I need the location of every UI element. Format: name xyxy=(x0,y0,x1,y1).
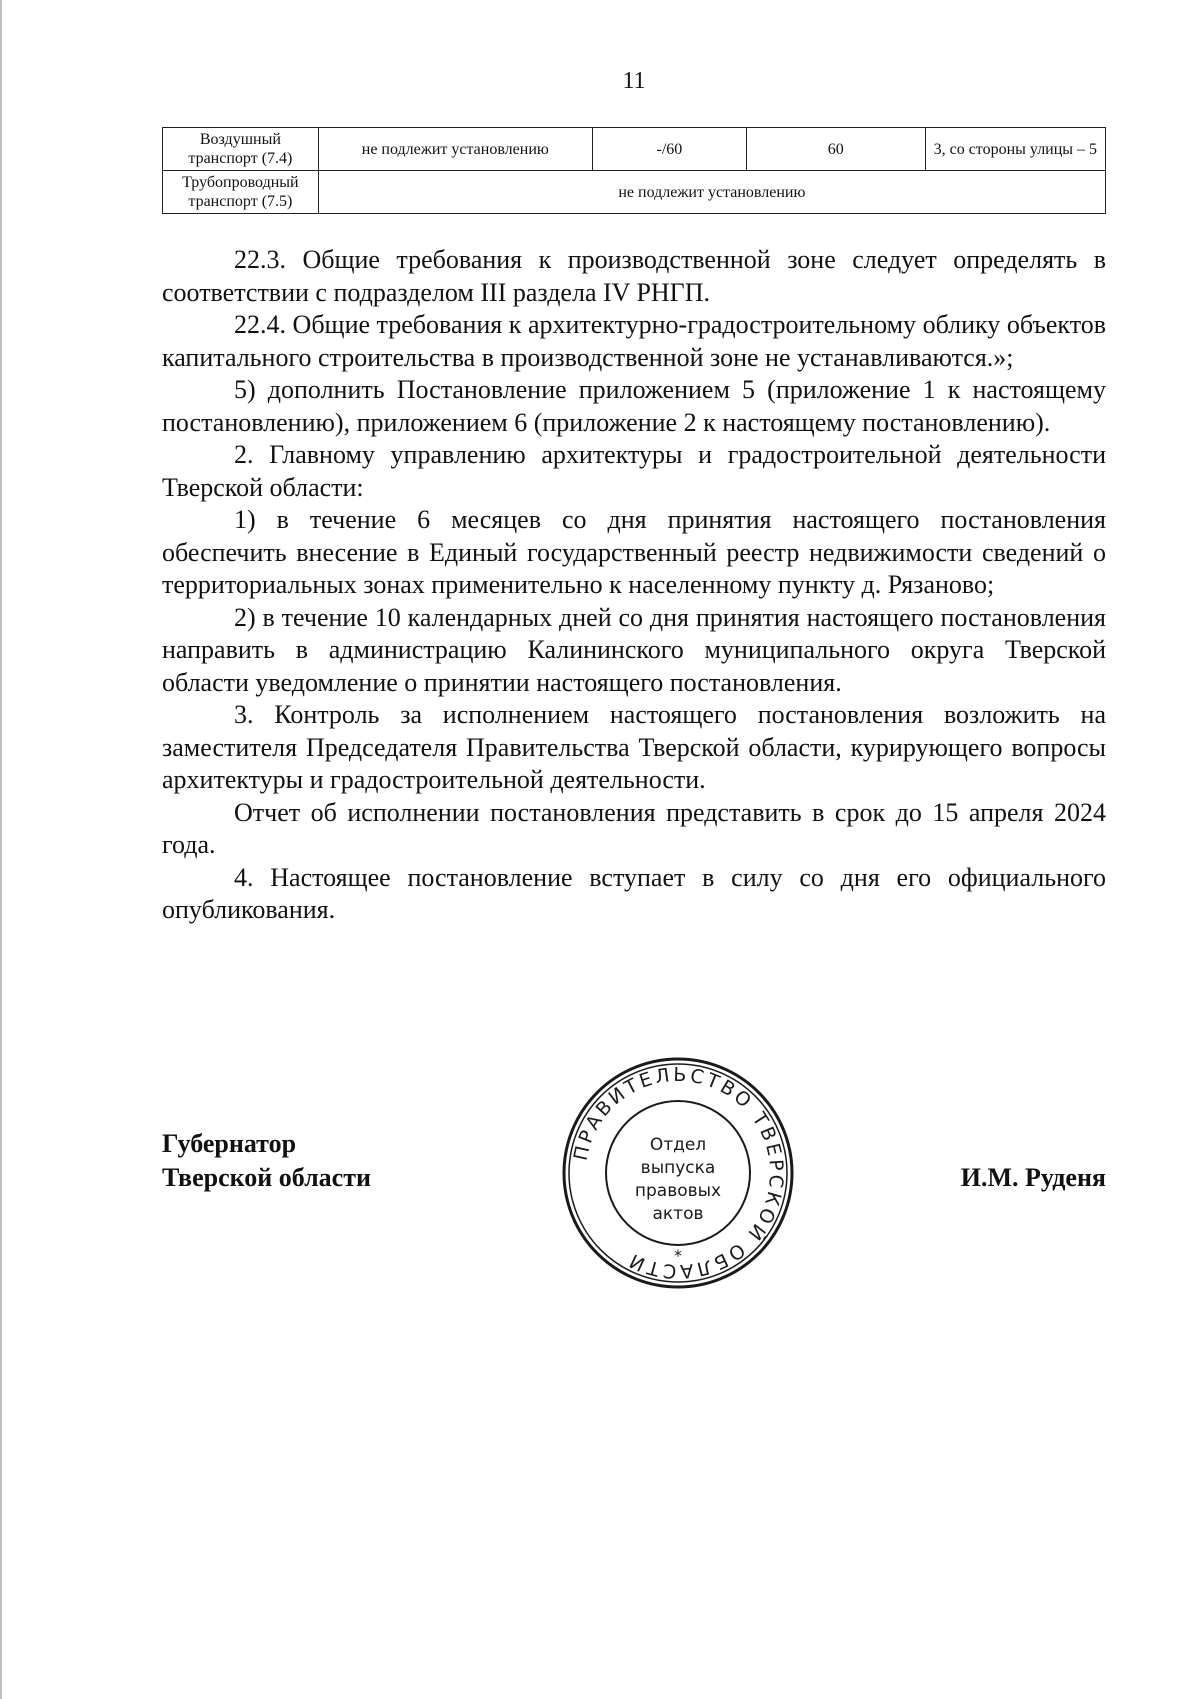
paragraph: 2. Главному управлению архитектуры и градостроительной деятельности Тверской области: xyxy=(162,440,1106,502)
table-row xyxy=(163,171,1106,214)
paragraph: 1) в течение 6 месяцев со дня принятия настоящего постановления обеспечить внесение в Единый государственный реестр недвижимости сведений о территориальных зонах применительно к населенному пункту д. Рязаново; xyxy=(162,505,1106,599)
table-row xyxy=(163,128,1106,171)
seal-ring-text: ПРАВИТЕЛЬСТВО ТВЕРСКОЙ ОБЛАСТИ xyxy=(569,1063,788,1283)
zones-table xyxy=(162,127,1106,214)
paragraph: 4. Настоящее постановление вступает в силу со дня его официального опубликования. xyxy=(162,862,1106,924)
official-seal xyxy=(560,1055,796,1291)
table-cell-zone-name: Воздушный транспорт (7.4) xyxy=(163,128,319,171)
seal-center-line: актов xyxy=(652,1204,704,1224)
paragraph: 3. Контроль за исполнением настоящего постановления возложить на заместителя Председателя Правительства Тверской области, курирующего вопросы архитектуры и градостроительной деятельности. xyxy=(162,700,1106,794)
paragraph: Отчет об исполнении постановления представить в срок до 15 апреля 2024 года. xyxy=(162,797,1106,859)
signatory-position-line: Тверской области xyxy=(162,1163,371,1192)
signatory-position xyxy=(162,1127,371,1195)
seal-center-line: правовых xyxy=(634,1181,722,1201)
table-cell: -/60 xyxy=(592,128,746,171)
table-cell-zone-name: Трубопроводный транспорт (7.5) xyxy=(163,171,319,214)
seal-center-line: выпуска xyxy=(640,1158,716,1178)
paragraph: 2) в течение 10 календарных дней со дня принятия настоящего постановления направить в администрацию Калининского муниципального округа Тверской области уведомление о принятии настоящего постановления. xyxy=(162,602,1106,697)
table-cell: 3, со стороны улицы – 5 xyxy=(925,128,1105,171)
seal-star: * xyxy=(674,1246,682,1265)
page-number: 11 xyxy=(622,68,646,94)
table-cell: 60 xyxy=(746,128,925,171)
table-cell: не подлежит установлению xyxy=(318,128,592,171)
paragraph: 22.4. Общие требования к архитектурно-градостроительному облику объектов капитального строительства в производственной зоне не устанавливаются.»; xyxy=(162,310,1106,372)
document-body xyxy=(162,244,1106,927)
paragraph: 5) дополнить Постановление приложением 5 (приложение 1 к настоящему постановлению), приложением 6 (приложение 2 к настоящему постановлению). xyxy=(162,375,1106,437)
seal-center-line: Отдел xyxy=(649,1135,707,1155)
table-cell-merged: не подлежит установлению xyxy=(318,171,1105,214)
signatory-position-line: Губернатор xyxy=(162,1129,297,1158)
paragraph: 22.3. Общие требования к производственной зоне следует определять в соответствии с подразделом III раздела IV РНГП. xyxy=(162,245,1106,307)
signatory-name: И.М. Руденя xyxy=(960,1163,1106,1192)
scan-edge xyxy=(0,0,2,1699)
